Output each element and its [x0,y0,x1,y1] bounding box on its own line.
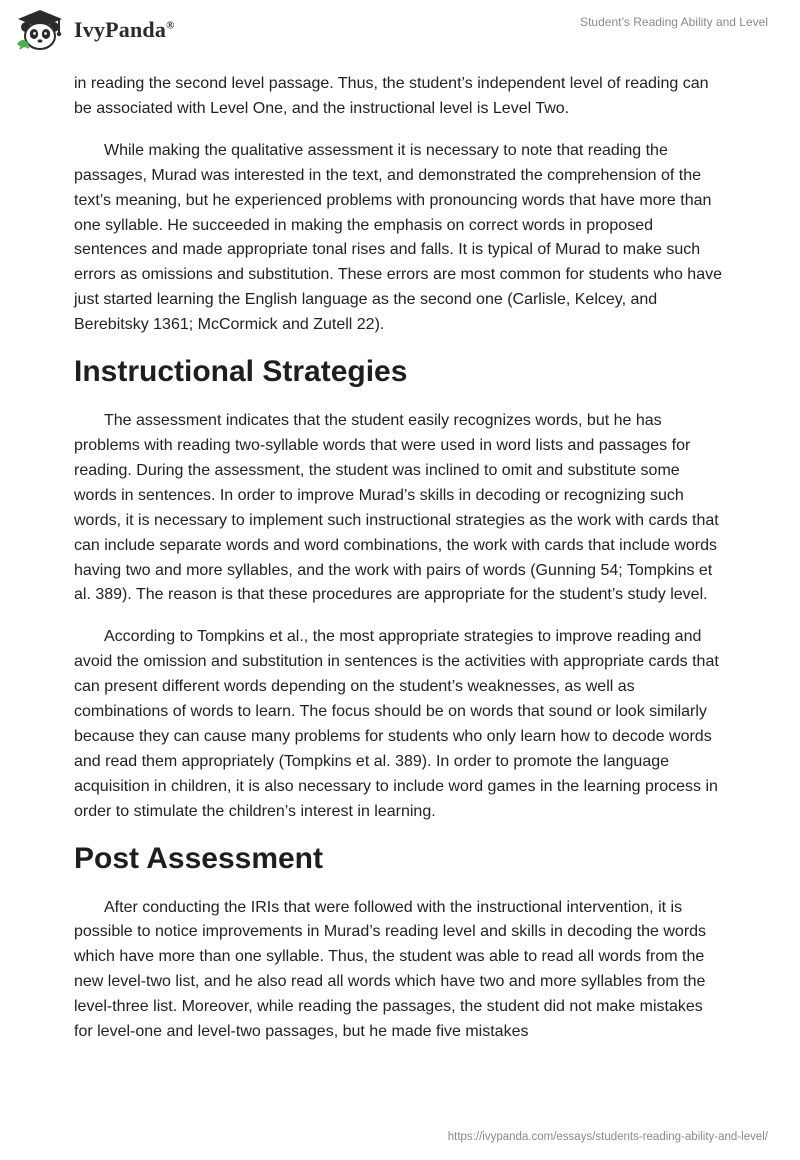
paragraph: While making the qualitative assessment it is necessary to note that reading the passages, Murad was interested in the text, and demonstrated the comprehension of the text’s meaning, but he experienced problems with pronouncing words that have more than one syllable. He succeeded in making the emphasis on correct words in proposed sentences and made appropriate tonal rises and falls. It is typical of Murad to make such errors as omissions and substitution. These errors are most common for students who have just started learning the English language as the second one (Carlisle, Kelcey, and Berebitsky 1361; McCormick and Zutell 22). [74,141,722,334]
section-heading-post-assessment: Post Assessment [74,841,323,875]
essay-body [74,72,724,1062]
panda-graduate-icon [14,8,66,52]
brand-name: IvyPanda® [74,17,175,42]
page-url[interactable]: https://ivypanda.com/essays/students-reading-ability-and-level/ [447,1131,768,1143]
ivypanda-logo[interactable] [14,8,175,52]
document-title: Student’s Reading Ability and Level [580,15,768,29]
section-heading-instructional-strategies: Instructional Strategies [74,355,408,389]
paragraph: The assessment indicates that the student easily recognizes words, but he has problems with reading two-syllable words that were used in word lists and passages for reading. During the assessment, the student was inclined to omit and substitute some words in sentences. In order to improve Murad’s skills in decoding or recognizing such words, it is necessary to implement such instructional strategies as the work with cards that can include separate words and word combinations, the work with cards that include words having two and more syllables, and the work with pairs of words (Gunning 54; Tompkins et al. 389). The reason is that these procedures are appropriate for the student’s study level. [74,412,719,604]
paragraph: in reading the second level passage. Thus, the student’s independent level of reading can be associated with Level One, and the instructional level is Level Two. [74,75,709,117]
paragraph: According to Tompkins et al., the most appropriate strategies to improve reading and avoid the omission and substitution in sentences is the activities with appropriate cards that can present different words depending on the student’s weaknesses, as well as combinations of words to learn. The focus should be on words that sound or look similarly because they can cause many problems for students who only learn how to decode words and read them appropriately (Tompkins et al. 389). In order to promote the language acquisition in children, it is also necessary to include word games in the learning process in order to stimulate the children’s interest in learning. [74,628,719,820]
paragraph: After conducting the IRIs that were followed with the instructional intervention, it is possible to notice improvements in Murad’s reading level and skills in decoding the words which have more than one syllable. Thus, the student was able to read all words from the new level-two list, and he also read all words which have two and more syllables from the level-three list. Moreover, while reading the passages, the student did not make mistakes for level-one and level-two passages, but he made five mistakes [74,898,707,1041]
page-header [0,0,800,70]
